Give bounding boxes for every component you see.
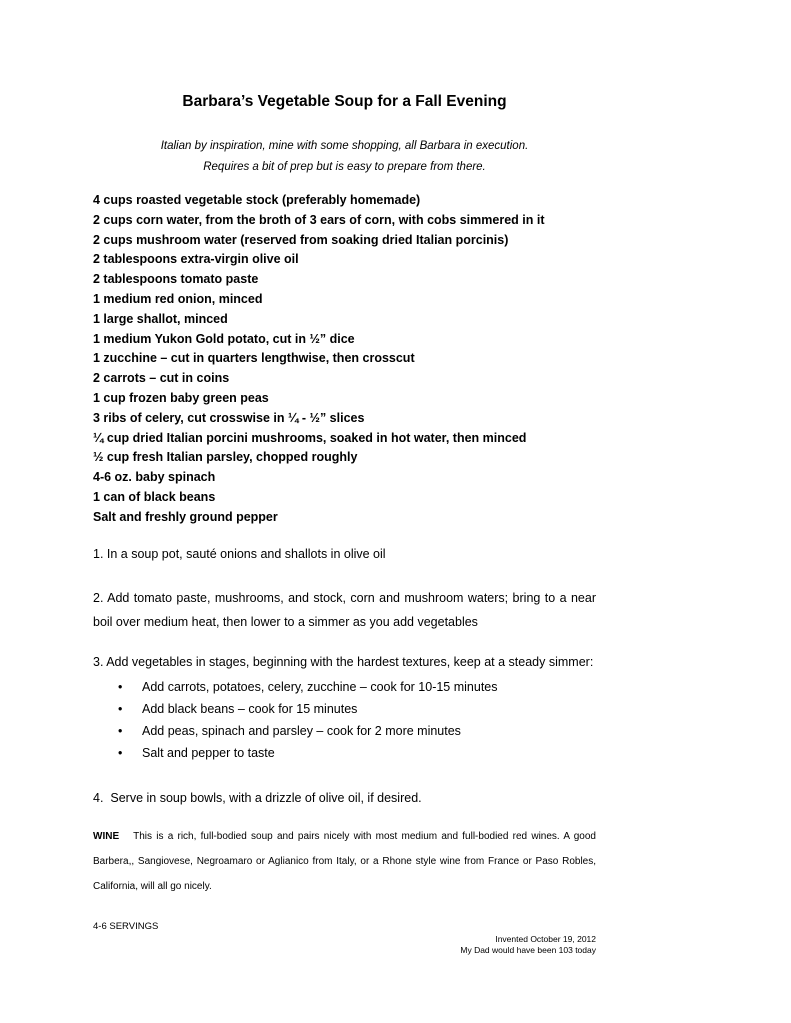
ingredient-item: 4 cups roasted vegetable stock (preferably homemade) [93,193,421,207]
ingredient-item: 1 large shallot, minced [93,311,228,326]
footer-note [93,934,596,957]
step-1: 1. In a soup pot, sauté onions and shallots in olive oil [93,546,386,561]
recipe-title: Barbara’s Vegetable Soup for a Fall Evening [182,93,507,110]
ingredient-item: ½ cup fresh Italian parsley, chopped roughly [93,450,358,465]
ingredient-item: 2 cups mushroom water (reserved from soaking dried Italian porcinis) [93,232,509,247]
subtitle-line-2: Requires a bit of prep but is easy to prepare from there. [203,161,486,173]
bullet-item: • Add peas, spinach and parsley – cook for 2 more minutes [93,720,596,742]
ingredient-item: 2 tablespoons tomato paste [93,272,259,287]
ingredient-list [93,191,596,528]
ingredient-item: 4-6 oz. baby spinach [93,470,216,485]
ingredient-item: 2 carrots – cut in coins [93,371,230,386]
bullet-item: • Add black beans – cook for 15 minutes [93,698,596,720]
bullet-item: • Salt and pepper to taste [93,742,596,764]
step-4: 4. Serve in soup bowls, with a drizzle of olive oil, if desired. [93,790,422,805]
subtitle-line-1: Italian by inspiration, mine with some shopping, all Barbara in execution. [160,140,529,152]
ingredient-item: 2 cups corn water, from the broth of 3 ears of corn, with cobs simmered in it [93,212,545,227]
step-3-bullet-list [93,676,596,765]
wine-text: This is a rich, full-bodied soup and pairs nicely with most medium and full-bodied red wines. A good Barbera,, Sangiovese, Negroamaro or Aglianico from Italy, or a Rhone style wine from France or Paso Robles, California, will all go nicely. [93,830,596,892]
recipe-subtitle [93,136,596,178]
ingredient-item: 1 cup frozen baby green peas [93,390,269,405]
ingredient-item: 3 ribs of celery, cut crosswise in ¼ - ½” slices [93,410,365,425]
ingredient-item: Salt and freshly ground pepper [93,509,278,524]
wine-note [93,824,596,899]
ingredient-item: ¼ cup dried Italian porcini mushrooms, soaked in hot water, then minced [93,430,527,445]
ingredient-item: 1 can of black beans [93,489,216,504]
footer-note-line-1: Invented October 19, 2012 [495,933,596,944]
wine-label: WINE [93,830,120,842]
step-2: 2. Add tomato paste, mushrooms, and stock, corn and mushroom waters; bring to a near boil over medium heat, then lower to a simmer as you add vegetables [93,590,596,630]
step-3: 3. Add vegetables in stages, beginning with the hardest textures, keep at a steady simmer: [93,654,594,669]
ingredient-item: 1 medium red onion, minced [93,291,263,306]
bullet-item: • Add carrots, potatoes, celery, zucchine – cook for 10-15 minutes [93,676,596,698]
ingredient-item: 1 zucchine – cut in quarters lengthwise, then crosscut [93,351,415,366]
footer-note-line-2: My Dad would have been 103 today [460,945,596,956]
ingredient-item: 2 tablespoons extra-virgin olive oil [93,252,299,267]
ingredient-item: 1 medium Yukon Gold potato, cut in ½” dice [93,331,355,346]
servings-note: 4-6 SERVINGS [93,920,159,932]
